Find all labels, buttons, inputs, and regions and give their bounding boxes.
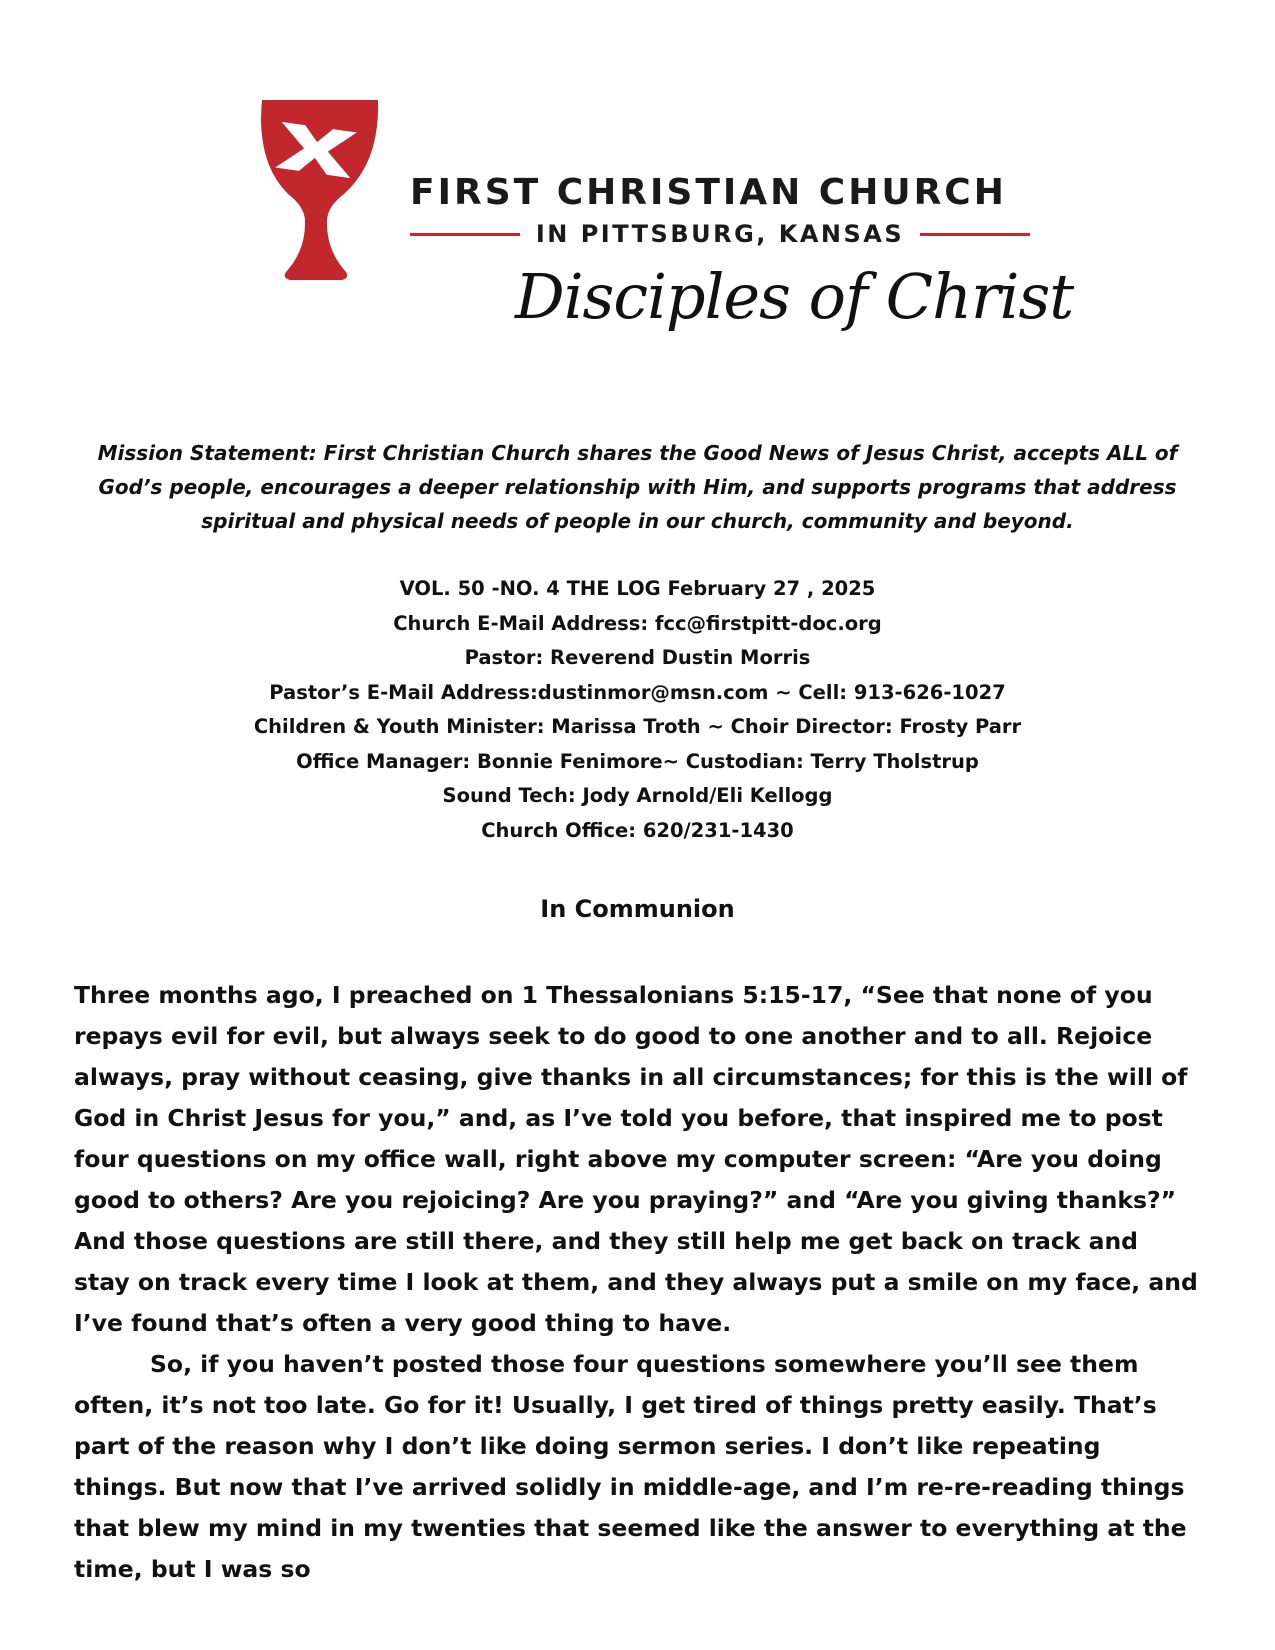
denomination-tagline: Disciples of Christ [515, 260, 1074, 333]
pastor-line: Pastor: Reverend Dustin Morris [464, 646, 811, 669]
sound-tech-line: Sound Tech: Jody Arnold/Eli Kellogg [442, 784, 833, 807]
article-title: In Communion [540, 895, 735, 923]
church-email-line: Church E-Mail Address: fcc@firstpitt-doc.org [393, 611, 882, 635]
divider-rule-left [410, 233, 520, 236]
church-name: FIRST CHRISTIAN CHURCH [410, 172, 1007, 213]
church-logo [260, 100, 1074, 380]
church-office-line: Church Office: 620/231-1430 [481, 818, 794, 842]
pastor-contact-line: Pastor’s E-Mail Address:dustinmor@msn.com ~ Cell: 913-626-1027 [269, 680, 1006, 704]
newsletter-info [80, 572, 1195, 848]
location-banner [410, 218, 1030, 250]
ministers-line: Children & Youth Minister: Marissa Troth ~ Choir Director: Frosty Parr [253, 715, 1022, 738]
church-location: IN PITTSBURG, KANSAS [535, 220, 905, 248]
chalice-cross-icon [260, 100, 385, 282]
article-paragraph: Three months ago, I preached on 1 Thessalonians 5:15-17, “See that none of you repays evil for evil, but always seek to do good to one another and to all. Rejoice always, pray without ceasing, give thanks in all circumstances; for this is the will of God in Christ Jesus for you,” and, as I’ve told you before, that inspired me to post four questions on my office wall, right above my computer screen: “Are you doing good to others? Are you rejoicing? Are you praying?” and “Are you giving thanks?” And those questions are still there, and they still help me get back on track and stay on track every time I look at them, and they always put a smile on my face, and I’ve found that’s often a very good thing to have. [74, 981, 1198, 1337]
volume-line: VOL. 50 -NO. 4 THE LOG February 27 , 2025 [399, 577, 876, 600]
article-paragraph: So, if you haven’t posted those four questions somewhere you’ll see them often, it’s not too late. Go for it! Usually, I get tired of things pretty easily. That’s part of the reason why I don’t like doing sermon series. I don’t like repeating things. But now that I’ve arrived solidly in middle-age, and I’m re-re-reading things that blew my mind in my twenties that seemed like the answer to everything at the time, but I was so [74, 1350, 1187, 1583]
mission-statement: Mission Statement: First Christian Church shares the Good News of Jesus Christ, accepts ALL of God’s people, encourages a deeper relationship with Him, and supports programs that address spiritual and physical needs of people in our church, community and beyond. [97, 441, 1178, 533]
denomination-script [515, 250, 1074, 380]
article-body [74, 975, 1199, 1590]
staff-line: Office Manager: Bonnie Fenimore~ Custodian: Terry Tholstrup [296, 749, 979, 773]
divider-rule-right [920, 233, 1030, 236]
